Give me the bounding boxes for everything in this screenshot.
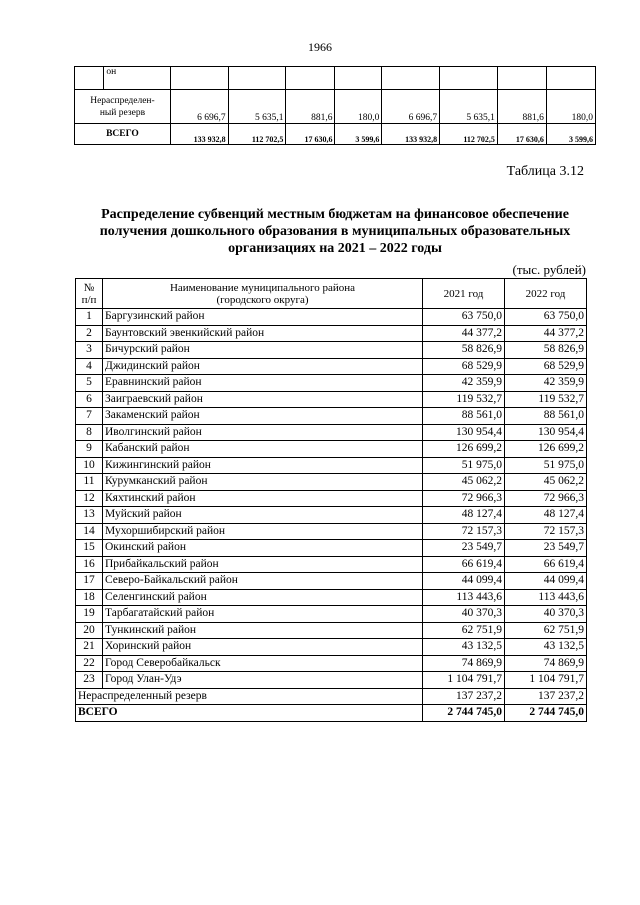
row-2021: 1 104 791,7 (423, 672, 505, 689)
header-2022: 2022 год (505, 279, 587, 309)
header-name: Наименование муниципального района (городского округа) (103, 279, 423, 309)
reserve-name: Нераспределенный резерв (76, 688, 423, 705)
row-name: Муйский район (103, 507, 423, 524)
row-name: Кижингинский район (103, 457, 423, 474)
row-name: Джидинский район (103, 358, 423, 375)
row-2022: 126 699,2 (505, 441, 587, 458)
row-2021: 74 869,9 (423, 655, 505, 672)
row-name: Хоринский район (103, 639, 423, 656)
table-row (75, 124, 596, 145)
table-row (76, 606, 587, 623)
cell-value: 881,6 (497, 90, 546, 124)
row-name: Северо-Байкальский район (103, 573, 423, 590)
table-row (76, 358, 587, 375)
row-2021: 130 954,4 (423, 424, 505, 441)
row-2022: 42 359,9 (505, 375, 587, 392)
row-name: Город Улан-Удэ (103, 672, 423, 689)
row-2021: 119 532,7 (423, 391, 505, 408)
row-2022: 51 975,0 (505, 457, 587, 474)
row-number: 3 (76, 342, 103, 359)
row-number: 10 (76, 457, 103, 474)
row-number: 14 (76, 523, 103, 540)
row-2021: 72 157,3 (423, 523, 505, 540)
cell-value: 133 932,8 (382, 124, 440, 145)
row-2022: 1 104 791,7 (505, 672, 587, 689)
row-number: 2 (76, 325, 103, 342)
row-number: 8 (76, 424, 103, 441)
table-row (76, 589, 587, 606)
table-row (76, 540, 587, 557)
row-2022: 58 826,9 (505, 342, 587, 359)
row-2022: 72 157,3 (505, 523, 587, 540)
cell-value: 881,6 (286, 90, 335, 124)
row-2021: 126 699,2 (423, 441, 505, 458)
row-number: 11 (76, 474, 103, 491)
row-number: 16 (76, 556, 103, 573)
row-2022: 62 751,9 (505, 622, 587, 639)
row-2021: 43 132,5 (423, 639, 505, 656)
row-number: 7 (76, 408, 103, 425)
row-name: Город Северобайкальск (103, 655, 423, 672)
row-number: 4 (76, 358, 103, 375)
table-row (76, 309, 587, 326)
row-2021: 68 529,9 (423, 358, 505, 375)
total-label: ВСЕГО (75, 124, 171, 145)
row-2021: 51 975,0 (423, 457, 505, 474)
row-2022: 45 062,2 (505, 474, 587, 491)
row-2022: 119 532,7 (505, 391, 587, 408)
row-name: Тарбагатайский район (103, 606, 423, 623)
table-row (76, 573, 587, 590)
row-2022: 113 443,6 (505, 589, 587, 606)
table-row (76, 490, 587, 507)
row-name: Курумканский район (103, 474, 423, 491)
table-row (76, 556, 587, 573)
table-row (76, 655, 587, 672)
cell-value: 133 932,8 (170, 124, 228, 145)
table-body (76, 309, 587, 689)
table-row (76, 342, 587, 359)
row-name: Прибайкальский район (103, 556, 423, 573)
row-2021: 44 377,2 (423, 325, 505, 342)
row-number: 12 (76, 490, 103, 507)
row-name: Закаменский район (103, 408, 423, 425)
table-row (75, 90, 596, 124)
row-2022: 44 377,2 (505, 325, 587, 342)
table-row (76, 672, 587, 689)
cell-value: 112 702,5 (440, 124, 498, 145)
reserve-label: Нераспределен- ный резерв (75, 90, 171, 124)
total-2021: 2 744 745,0 (423, 705, 505, 722)
row-2021: 88 561,0 (423, 408, 505, 425)
row-2022: 66 619,4 (505, 556, 587, 573)
table-row (75, 67, 596, 90)
row-number: 23 (76, 672, 103, 689)
table-row (76, 375, 587, 392)
header-row (76, 279, 587, 309)
table-caption: Таблица 3.12 (506, 164, 584, 179)
row-2022: 63 750,0 (505, 309, 587, 326)
table-title: Распределение субвенций местным бюджетам на финансовое обеспечение получения дошкольного образования в муниципальных образовательных организациях на 2021 – 2022 годы (99, 207, 571, 256)
row-2021: 44 099,4 (423, 573, 505, 590)
table-row (76, 523, 587, 540)
cell-value: 5 635,1 (440, 90, 498, 124)
row-2021: 58 826,9 (423, 342, 505, 359)
row-number: 21 (76, 639, 103, 656)
row-2021: 40 370,3 (423, 606, 505, 623)
row-2021: 42 359,9 (423, 375, 505, 392)
row-number: 6 (76, 391, 103, 408)
total-name: ВСЕГО (76, 705, 423, 722)
table-row (76, 441, 587, 458)
row-name: Бичурский район (103, 342, 423, 359)
row-name: Мухоршибирский район (103, 523, 423, 540)
reserve-row (76, 688, 587, 705)
row-2021: 45 062,2 (423, 474, 505, 491)
header-2021: 2021 год (423, 279, 505, 309)
reserve-2022: 137 237,2 (505, 688, 587, 705)
cell-value: 3 599,6 (335, 124, 382, 145)
row-2022: 88 561,0 (505, 408, 587, 425)
table-row (76, 474, 587, 491)
row-2022: 68 529,9 (505, 358, 587, 375)
row-number: 5 (76, 375, 103, 392)
row-name: Заиграевский район (103, 391, 423, 408)
row-name: Баунтовский эвенкийский район (103, 325, 423, 342)
table-row (76, 424, 587, 441)
row-2021: 23 549,7 (423, 540, 505, 557)
continuation-table (74, 66, 596, 145)
table-row (76, 639, 587, 656)
row-2021: 48 127,4 (423, 507, 505, 524)
row-2021: 63 750,0 (423, 309, 505, 326)
row-name: Кабанский район (103, 441, 423, 458)
cell-value: 6 696,7 (170, 90, 228, 124)
row-number: 20 (76, 622, 103, 639)
row-name: Кяхтинский район (103, 490, 423, 507)
cell-value: 17 630,6 (497, 124, 546, 145)
row-2022: 48 127,4 (505, 507, 587, 524)
cell-value: 6 696,7 (382, 90, 440, 124)
row-number: 22 (76, 655, 103, 672)
row-number: 18 (76, 589, 103, 606)
row-number: 1 (76, 309, 103, 326)
row-2021: 66 619,4 (423, 556, 505, 573)
header-num: № п/п (76, 279, 103, 309)
cell-value: 5 635,1 (228, 90, 286, 124)
row-2022: 40 370,3 (505, 606, 587, 623)
row-2021: 72 966,3 (423, 490, 505, 507)
row-2022: 44 099,4 (505, 573, 587, 590)
table-row (76, 457, 587, 474)
reserve-2021: 137 237,2 (423, 688, 505, 705)
cell-value: 17 630,6 (286, 124, 335, 145)
cell-value: 3 599,6 (546, 124, 595, 145)
row-name: Селенгинский район (103, 589, 423, 606)
partial-label: он (104, 67, 170, 90)
row-number: 9 (76, 441, 103, 458)
row-2022: 23 549,7 (505, 540, 587, 557)
table-row (76, 325, 587, 342)
cell-value: 180,0 (546, 90, 595, 124)
units-label: (тыс. рублей) (512, 262, 586, 277)
row-name: Еравнинский район (103, 375, 423, 392)
row-2022: 74 869,9 (505, 655, 587, 672)
total-row (76, 705, 587, 722)
subvention-table (75, 278, 587, 722)
row-2021: 62 751,9 (423, 622, 505, 639)
cell-value: 112 702,5 (228, 124, 286, 145)
row-2022: 130 954,4 (505, 424, 587, 441)
row-number: 19 (76, 606, 103, 623)
row-name: Баргузинский район (103, 309, 423, 326)
table-row (76, 391, 587, 408)
row-name: Иволгинский район (103, 424, 423, 441)
cell-value: 180,0 (335, 90, 382, 124)
table-row (76, 622, 587, 639)
table-row (76, 507, 587, 524)
row-number: 13 (76, 507, 103, 524)
row-2022: 72 966,3 (505, 490, 587, 507)
row-name: Тункинский район (103, 622, 423, 639)
row-number: 15 (76, 540, 103, 557)
row-name: Окинский район (103, 540, 423, 557)
table-row (76, 408, 587, 425)
row-number: 17 (76, 573, 103, 590)
page-number: 1966 (308, 40, 332, 54)
row-2021: 113 443,6 (423, 589, 505, 606)
row-2022: 43 132,5 (505, 639, 587, 656)
total-2022: 2 744 745,0 (505, 705, 587, 722)
